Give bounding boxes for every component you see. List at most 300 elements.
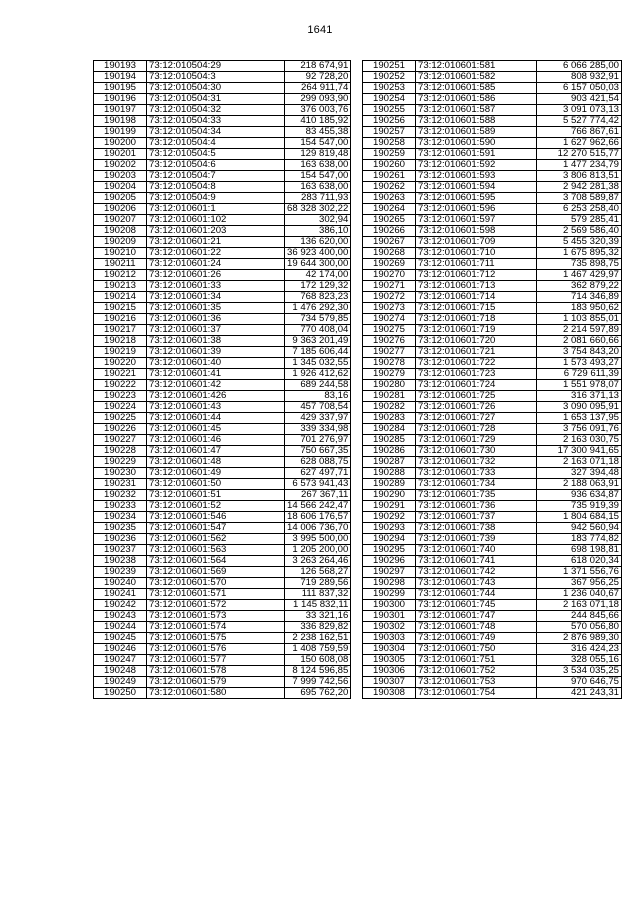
cadastral-number-cell: 73:12:010601:720 [416,336,537,347]
cadastral-value-cell: 1 653 137,95 [537,413,622,424]
cadastral-value-cell: 6 157 050,03 [537,83,622,94]
cadastral-number-cell: 73:12:010601:729 [416,435,537,446]
cadastral-value-cell: 579 285,41 [537,215,622,226]
row-number-cell: 190217 [94,325,147,336]
table-row [363,259,622,270]
cadastral-value-cell: 17 300 941,65 [537,446,622,457]
cadastral-number-cell: 73:12:010601:574 [147,622,285,633]
table-row [94,237,351,248]
cadastral-value-cell: 386,10 [285,226,351,237]
row-number-cell: 190275 [363,325,416,336]
row-number-cell: 190241 [94,589,147,600]
table-row [94,171,351,182]
table-row [94,512,351,523]
row-number-cell: 190273 [363,303,416,314]
row-number-cell: 190308 [363,688,416,699]
cadastral-number-cell: 73:12:010601:575 [147,633,285,644]
cadastral-value-cell: 244 845,66 [537,611,622,622]
row-number-cell: 190288 [363,468,416,479]
table-row [94,391,351,402]
table-row [94,149,351,160]
table-body-left [94,61,351,699]
row-number-cell: 190268 [363,248,416,259]
row-number-cell: 190213 [94,281,147,292]
row-number-cell: 190242 [94,600,147,611]
row-number-cell: 190252 [363,72,416,83]
cadastral-number-cell: 73:12:010601:751 [416,655,537,666]
cadastral-number-cell: 73:12:010601:725 [416,391,537,402]
cadastral-value-cell: 734 579,85 [285,314,351,325]
cadastral-value-cell: 83 455,38 [285,127,351,138]
row-number-cell: 190230 [94,468,147,479]
table-row [363,325,622,336]
cadastral-value-cell: 316 371,13 [537,391,622,402]
cadastral-number-cell: 73:12:010601:713 [416,281,537,292]
table-row [363,545,622,556]
cadastral-value-cell: 970 646,75 [537,677,622,688]
row-number-cell: 190239 [94,567,147,578]
table-row [363,622,622,633]
table-row [94,611,351,622]
table-row [363,72,622,83]
cadastral-value-cell: 627 497,71 [285,468,351,479]
table-row [363,391,622,402]
cadastral-number-cell: 73:12:010601:743 [416,578,537,589]
cadastral-number-cell: 73:12:010504:7 [147,171,285,182]
row-number-cell: 190243 [94,611,147,622]
cadastral-table-left [93,60,351,699]
table-row [363,655,622,666]
table-row [363,468,622,479]
cadastral-number-cell: 73:12:010601:577 [147,655,285,666]
cadastral-value-cell: 1 371 556,76 [537,567,622,578]
row-number-cell: 190207 [94,215,147,226]
cadastral-number-cell: 73:12:010601:752 [416,666,537,677]
cadastral-number-cell: 73:12:010601:37 [147,325,285,336]
cadastral-number-cell: 73:12:010601:569 [147,567,285,578]
table-row [94,446,351,457]
row-number-cell: 190210 [94,248,147,259]
row-number-cell: 190244 [94,622,147,633]
cadastral-value-cell: 3 806 813,51 [537,171,622,182]
cadastral-value-cell: 33 321,16 [285,611,351,622]
cadastral-number-cell: 73:12:010504:30 [147,83,285,94]
table-row [94,204,351,215]
cadastral-number-cell: 73:12:010601:735 [416,490,537,501]
cadastral-number-cell: 73:12:010504:4 [147,138,285,149]
cadastral-value-cell: 2 942 281,38 [537,182,622,193]
table-row [363,589,622,600]
cadastral-number-cell: 73:12:010601:203 [147,226,285,237]
row-number-cell: 190228 [94,446,147,457]
cadastral-value-cell: 18 606 176,57 [285,512,351,523]
table-row [363,182,622,193]
table-row [94,633,351,644]
table-row [363,215,622,226]
cadastral-value-cell: 1 103 855,01 [537,314,622,325]
row-number-cell: 190286 [363,446,416,457]
cadastral-value-cell: 6 253 258,40 [537,204,622,215]
cadastral-number-cell: 73:12:010601:581 [416,61,537,72]
cadastral-number-cell: 73:12:010601:41 [147,369,285,380]
table-row [363,193,622,204]
cadastral-value-cell: 12 270 515,77 [537,149,622,160]
cadastral-value-cell: 3 263 264,46 [285,556,351,567]
cadastral-value-cell: 735 898,75 [537,259,622,270]
cadastral-number-cell: 73:12:010504:8 [147,182,285,193]
row-number-cell: 190304 [363,644,416,655]
cadastral-value-cell: 1 345 032,55 [285,358,351,369]
table-row [363,556,622,567]
cadastral-value-cell: 1 804 684,15 [537,512,622,523]
cadastral-value-cell: 1 926 412,62 [285,369,351,380]
table-row [94,347,351,358]
cadastral-number-cell: 73:12:010601:745 [416,600,537,611]
table-row [363,611,622,622]
cadastral-value-cell: 808 932,91 [537,72,622,83]
row-number-cell: 190205 [94,193,147,204]
cadastral-number-cell: 73:12:010601:723 [416,369,537,380]
cadastral-number-cell: 73:12:010601:587 [416,105,537,116]
row-number-cell: 190296 [363,556,416,567]
table-row [363,358,622,369]
cadastral-number-cell: 73:12:010601:46 [147,435,285,446]
cadastral-value-cell: 2 188 063,91 [537,479,622,490]
cadastral-number-cell: 73:12:010601:709 [416,237,537,248]
cadastral-number-cell: 73:12:010601:744 [416,589,537,600]
cadastral-number-cell: 73:12:010601:50 [147,479,285,490]
cadastral-value-cell: 770 408,04 [285,325,351,336]
table-row [94,380,351,391]
table-row [363,677,622,688]
table-row [94,534,351,545]
cadastral-value-cell: 336 829,82 [285,622,351,633]
row-number-cell: 190248 [94,666,147,677]
cadastral-number-cell: 73:12:010504:33 [147,116,285,127]
table-row [94,193,351,204]
cadastral-number-cell: 73:12:010601:712 [416,270,537,281]
cadastral-number-cell: 73:12:010601:594 [416,182,537,193]
table-row [363,534,622,545]
table-row [94,589,351,600]
table-row [363,127,622,138]
cadastral-value-cell: 701 276,97 [285,435,351,446]
table-row [94,622,351,633]
row-number-cell: 190301 [363,611,416,622]
table-row [363,644,622,655]
table-body-right [363,61,622,699]
table-row [363,171,622,182]
row-number-cell: 190266 [363,226,416,237]
row-number-cell: 190235 [94,523,147,534]
cadastral-number-cell: 73:12:010601:722 [416,358,537,369]
row-number-cell: 190229 [94,457,147,468]
cadastral-number-cell: 73:12:010601:721 [416,347,537,358]
cadastral-value-cell: 8 124 596,85 [285,666,351,677]
table-row [94,545,351,556]
cadastral-value-cell: 126 568,27 [285,567,351,578]
table-row [363,105,622,116]
row-number-cell: 190218 [94,336,147,347]
table-row [94,479,351,490]
table-row [94,292,351,303]
cadastral-number-cell: 73:12:010601:718 [416,314,537,325]
cadastral-number-cell: 73:12:010601:710 [416,248,537,259]
cadastral-value-cell: 6 066 285,00 [537,61,622,72]
cadastral-number-cell: 73:12:010601:572 [147,600,285,611]
table-row [94,215,351,226]
row-number-cell: 190269 [363,259,416,270]
cadastral-number-cell: 73:12:010601:39 [147,347,285,358]
table-row [363,413,622,424]
cadastral-value-cell: 942 560,94 [537,523,622,534]
cadastral-value-cell: 735 919,39 [537,501,622,512]
table-row [363,600,622,611]
cadastral-number-cell: 73:12:010601:38 [147,336,285,347]
table-row [363,688,622,699]
cadastral-value-cell: 1 477 234,79 [537,160,622,171]
cadastral-number-cell: 73:12:010601:596 [416,204,537,215]
table-row [363,116,622,127]
row-number-cell: 190281 [363,391,416,402]
row-number-cell: 190265 [363,215,416,226]
cadastral-value-cell: 766 867,61 [537,127,622,138]
cadastral-number-cell: 73:12:010601:102 [147,215,285,226]
table-row [94,457,351,468]
row-number-cell: 190226 [94,424,147,435]
cadastral-number-cell: 73:12:010504:6 [147,160,285,171]
row-number-cell: 190290 [363,490,416,501]
table-row [94,160,351,171]
row-number-cell: 190222 [94,380,147,391]
row-number-cell: 190225 [94,413,147,424]
cadastral-number-cell: 73:12:010601:52 [147,501,285,512]
cadastral-number-cell: 73:12:010601:34 [147,292,285,303]
cadastral-value-cell: 3 754 843,20 [537,347,622,358]
cadastral-value-cell: 410 185,92 [285,116,351,127]
row-number-cell: 190300 [363,600,416,611]
cadastral-value-cell: 267 367,11 [285,490,351,501]
table-row [94,523,351,534]
cadastral-value-cell: 1 627 962,66 [537,138,622,149]
row-number-cell: 190272 [363,292,416,303]
cadastral-number-cell: 73:12:010601:590 [416,138,537,149]
row-number-cell: 190283 [363,413,416,424]
table-row [363,149,622,160]
cadastral-number-cell: 73:12:010601:51 [147,490,285,501]
cadastral-number-cell: 73:12:010601:576 [147,644,285,655]
row-number-cell: 190247 [94,655,147,666]
table-row [94,336,351,347]
cadastral-number-cell: 73:12:010601:588 [416,116,537,127]
row-number-cell: 190253 [363,83,416,94]
table-row [363,380,622,391]
table-row [94,281,351,292]
cadastral-number-cell: 73:12:010504:3 [147,72,285,83]
cadastral-value-cell: 172 129,32 [285,281,351,292]
cadastral-value-cell: 5 527 774,42 [537,116,622,127]
cadastral-value-cell: 154 547,00 [285,171,351,182]
row-number-cell: 190302 [363,622,416,633]
row-number-cell: 190305 [363,655,416,666]
cadastral-value-cell: 283 711,93 [285,193,351,204]
row-number-cell: 190237 [94,545,147,556]
table-row [363,512,622,523]
cadastral-value-cell: 7 999 742,56 [285,677,351,688]
cadastral-number-cell: 73:12:010601:749 [416,633,537,644]
cadastral-value-cell: 570 056,80 [537,622,622,633]
cadastral-number-cell: 73:12:010504:29 [147,61,285,72]
row-number-cell: 190262 [363,182,416,193]
cadastral-number-cell: 73:12:010601:44 [147,413,285,424]
cadastral-value-cell: 429 337,97 [285,413,351,424]
table-row [363,369,622,380]
cadastral-value-cell: 14 006 736,70 [285,523,351,534]
row-number-cell: 190261 [363,171,416,182]
cadastral-number-cell: 73:12:010601:724 [416,380,537,391]
cadastral-value-cell: 5 455 320,39 [537,237,622,248]
row-number-cell: 190221 [94,369,147,380]
cadastral-number-cell: 73:12:010601:426 [147,391,285,402]
table-row [94,468,351,479]
table-row [363,292,622,303]
cadastral-number-cell: 73:12:010601:728 [416,424,537,435]
row-number-cell: 190215 [94,303,147,314]
row-number-cell: 190299 [363,589,416,600]
cadastral-number-cell: 73:12:010601:715 [416,303,537,314]
row-number-cell: 190223 [94,391,147,402]
row-number-cell: 190258 [363,138,416,149]
cadastral-value-cell: 218 674,91 [285,61,351,72]
cadastral-number-cell: 73:12:010601:579 [147,677,285,688]
cadastral-value-cell: 1 467 429,97 [537,270,622,281]
table-row [94,655,351,666]
cadastral-value-cell: 2 238 162,51 [285,633,351,644]
cadastral-value-cell: 3 534 035,25 [537,666,622,677]
cadastral-value-cell: 2 163 071,18 [537,457,622,468]
table-row [363,303,622,314]
table-row [363,633,622,644]
row-number-cell: 190260 [363,160,416,171]
cadastral-value-cell: 3 708 589,87 [537,193,622,204]
row-number-cell: 190227 [94,435,147,446]
cadastral-number-cell: 73:12:010601:26 [147,270,285,281]
row-number-cell: 190274 [363,314,416,325]
cadastral-value-cell: 689 244,58 [285,380,351,391]
cadastral-number-cell: 73:12:010601:593 [416,171,537,182]
cadastral-number-cell: 73:12:010601:582 [416,72,537,83]
table-row [94,424,351,435]
row-number-cell: 190220 [94,358,147,369]
cadastral-value-cell: 376 003,76 [285,105,351,116]
row-number-cell: 190232 [94,490,147,501]
row-number-cell: 190204 [94,182,147,193]
cadastral-value-cell: 367 956,25 [537,578,622,589]
cadastral-number-cell: 73:12:010601:47 [147,446,285,457]
row-number-cell: 190216 [94,314,147,325]
row-number-cell: 190224 [94,402,147,413]
row-number-cell: 190284 [363,424,416,435]
table-row [94,94,351,105]
row-number-cell: 190256 [363,116,416,127]
table-row [94,83,351,94]
cadastral-value-cell: 328 055,16 [537,655,622,666]
cadastral-number-cell: 73:12:010601:21 [147,237,285,248]
cadastral-value-cell: 719 289,56 [285,578,351,589]
table-row [363,314,622,325]
table-row [94,138,351,149]
row-number-cell: 190199 [94,127,147,138]
row-number-cell: 190306 [363,666,416,677]
table-row [363,281,622,292]
cadastral-value-cell: 421 243,31 [537,688,622,699]
cadastral-value-cell: 714 346,89 [537,292,622,303]
table-row [94,270,351,281]
table-row [94,402,351,413]
table-row [363,138,622,149]
row-number-cell: 190295 [363,545,416,556]
cadastral-value-cell: 698 198,81 [537,545,622,556]
cadastral-number-cell: 73:12:010601:33 [147,281,285,292]
cadastral-number-cell: 73:12:010601:49 [147,468,285,479]
cadastral-number-cell: 73:12:010601:750 [416,644,537,655]
row-number-cell: 190198 [94,116,147,127]
row-number-cell: 190196 [94,94,147,105]
cadastral-value-cell: 1 551 978,07 [537,380,622,391]
cadastral-value-cell: 299 093,90 [285,94,351,105]
cadastral-number-cell: 73:12:010601:563 [147,545,285,556]
cadastral-number-cell: 73:12:010601:546 [147,512,285,523]
cadastral-value-cell: 628 088,75 [285,457,351,468]
cadastral-value-cell: 1 236 040,67 [537,589,622,600]
cadastral-number-cell: 73:12:010601:753 [416,677,537,688]
table-row [363,237,622,248]
table-row [94,501,351,512]
row-number-cell: 190194 [94,72,147,83]
cadastral-number-cell: 73:12:010601:736 [416,501,537,512]
row-number-cell: 190249 [94,677,147,688]
row-number-cell: 190263 [363,193,416,204]
cadastral-value-cell: 154 547,00 [285,138,351,149]
table-row [363,523,622,534]
row-number-cell: 190197 [94,105,147,116]
cadastral-value-cell: 695 762,20 [285,688,351,699]
cadastral-number-cell: 73:12:010601:747 [416,611,537,622]
cadastral-value-cell: 750 667,35 [285,446,351,457]
row-number-cell: 190202 [94,160,147,171]
row-number-cell: 190238 [94,556,147,567]
cadastral-value-cell: 68 328 302,22 [285,204,351,215]
table-row [94,644,351,655]
table-row [94,413,351,424]
table-row [94,303,351,314]
table-row [363,94,622,105]
cadastral-number-cell: 73:12:010601:35 [147,303,285,314]
table-row [363,347,622,358]
row-number-cell: 190250 [94,688,147,699]
row-number-cell: 190276 [363,336,416,347]
row-number-cell: 190211 [94,259,147,270]
cadastral-value-cell: 1 408 759,59 [285,644,351,655]
cadastral-value-cell: 92 728,20 [285,72,351,83]
table-row [363,83,622,94]
cadastral-value-cell: 183 950,62 [537,303,622,314]
cadastral-number-cell: 73:12:010601:36 [147,314,285,325]
row-number-cell: 190233 [94,501,147,512]
table-row [94,72,351,83]
cadastral-value-cell: 2 214 597,89 [537,325,622,336]
table-row [363,578,622,589]
